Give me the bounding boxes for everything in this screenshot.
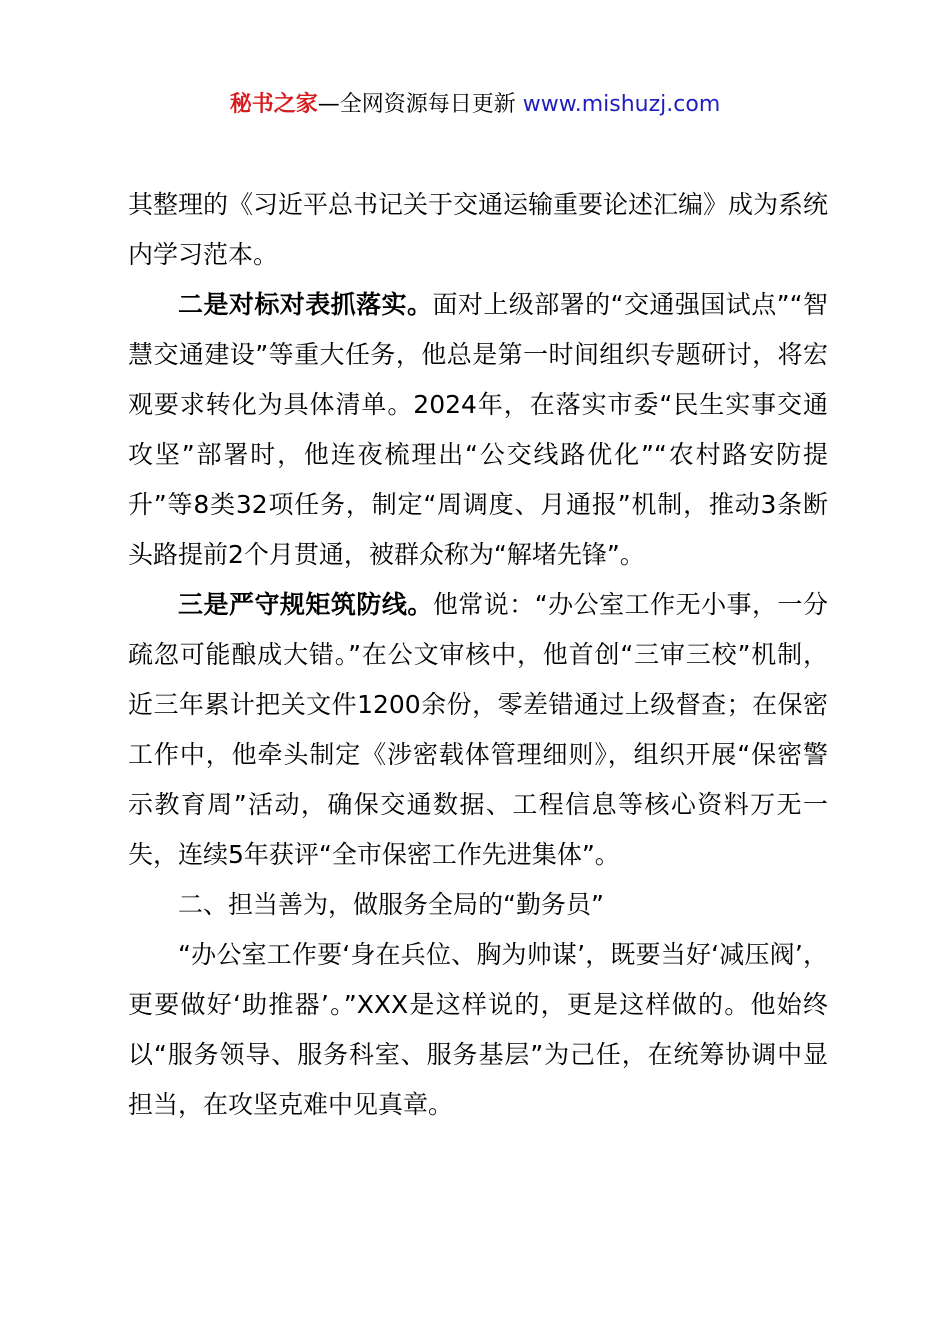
- paragraph-continuation: [128, 180, 828, 280]
- section-heading-text: 二、担当善为，做服务全局的“勤务员”: [178, 890, 604, 919]
- site-url-link[interactable]: www.mishuzj.com: [522, 92, 721, 117]
- header-slogan: 全网资源每日更新: [339, 92, 523, 117]
- section-heading: [128, 880, 828, 930]
- paragraph-lead: 三是严守规矩筑防线。: [178, 590, 433, 619]
- header-dash: —: [317, 92, 340, 117]
- paragraph-lead: 二是对标对表抓落实。: [178, 290, 433, 319]
- paragraph-text: 其整理的《习近平总书记关于交通运输重要论述汇编》成为系统内学习范本。: [128, 190, 829, 269]
- paragraph-text: “办公室工作要‘身在兵位、胸为帅谋’，既要当好‘减压阀’，更要做好‘助推器’。”XXX是这样说的，更是这样做的。他始终以“服务领导、服务科室、服务基层”为己任，在统筹协调中显担当，在攻坚克难中见真章。: [128, 940, 828, 1119]
- paragraph-discipline: [128, 580, 828, 880]
- document-body: [128, 180, 828, 1130]
- paragraph-service: [128, 930, 828, 1130]
- brand-name: 秘书之家: [229, 92, 318, 117]
- paragraph-benchmark: [128, 280, 828, 580]
- site-header: [0, 88, 950, 122]
- paragraph-text: 他常说：“办公室工作无小事，一分疏忽可能酿成大错。”在公文审核中，他首创“三审三校”机制，近三年累计把关文件1200余份，零差错通过上级督查；在保密工作中，他牵头制定《涉密载体管理细则》，组织开展“保密警示教育周”活动，确保交通数据、工程信息等核心资料万无一失，连续5年获评“全市保密工作先进集体”。: [128, 590, 828, 869]
- paragraph-text: 面对上级部署的“交通强国试点”“智慧交通建设”等重大任务，他总是第一时间组织专题研讨，将宏观要求转化为具体清单。2024年，在落实市委“民生实事交通攻坚”部署时，他连夜梳理出“公交线路优化”“农村路安防提升”等8类32项任务，制定“周调度、月通报”机制，推动3条断头路提前2个月贯通，被群众称为“解堵先锋”。: [128, 290, 828, 569]
